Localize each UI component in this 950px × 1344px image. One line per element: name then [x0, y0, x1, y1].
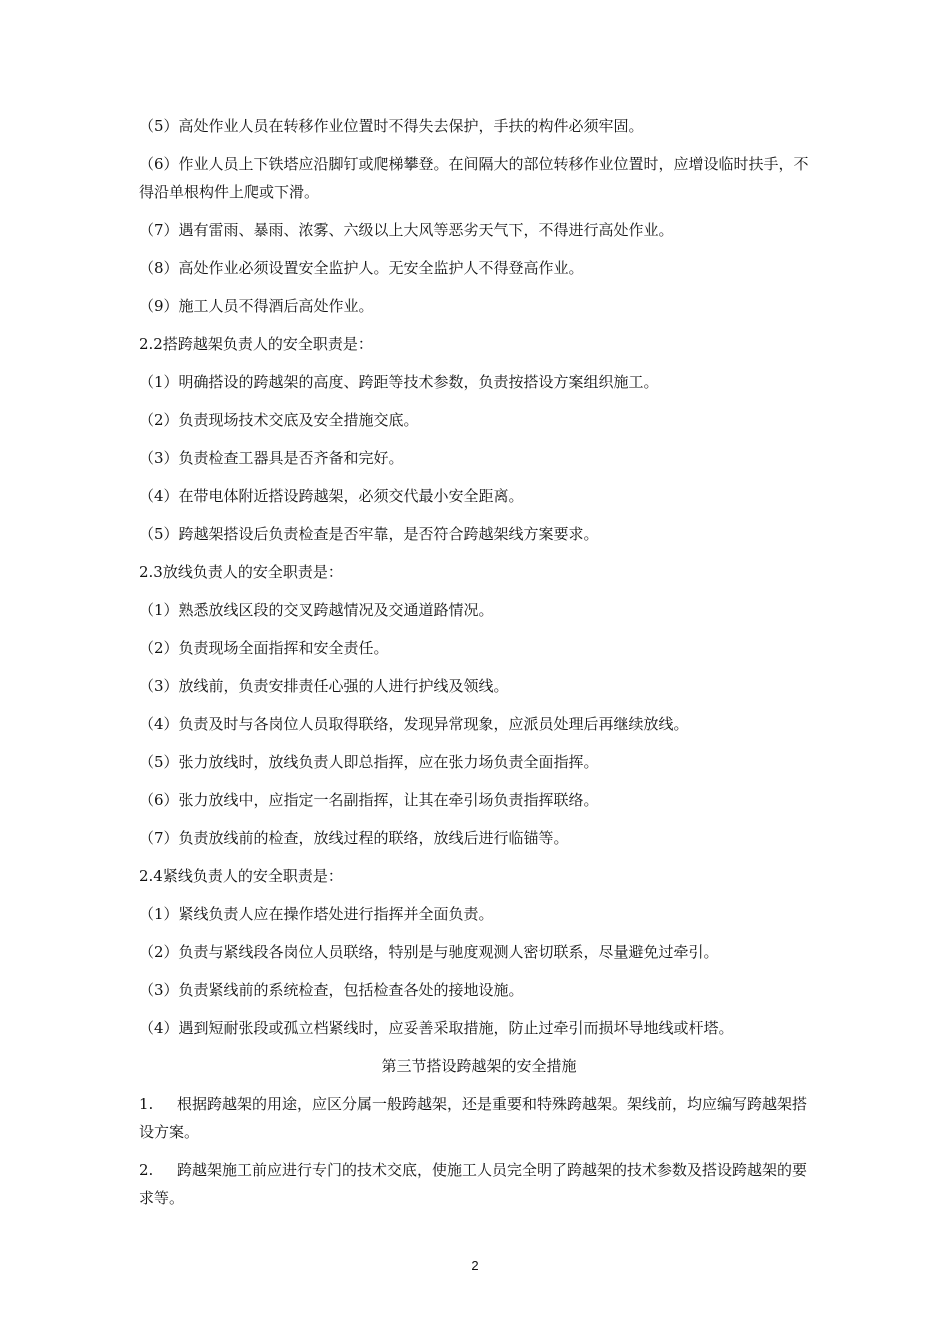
paragraph: （1）紧线负责人应在操作塔处进行指挥并全面负责。	[139, 905, 494, 923]
paragraph: （4）负责及时与各岗位人员取得联络，发现异常现象，应派员处理后再继续放线。	[139, 715, 689, 733]
paragraph: （4）遇到短耐张段或孤立档紧线时，应妥善采取措施，防止过牵引而损坏导地线或杆塔。	[139, 1019, 734, 1037]
paragraph: （2）负责现场技术交底及安全措施交底。	[139, 411, 419, 429]
item-number: 1.	[139, 1095, 154, 1113]
subsection-heading: 2.4紧线负责人的安全职责是：	[139, 867, 343, 885]
paragraph: （2）负责现场全面指挥和安全责任。	[139, 639, 389, 657]
numbered-item	[139, 1156, 819, 1212]
paragraph: （6）作业人员上下铁塔应沿脚钉或爬梯攀登。在间隔大的部位转移作业位置时，应增设临时扶手，不得沿单根构件上爬或下滑。	[139, 155, 809, 201]
section-title: 第三节搭设跨越架的安全措施	[381, 1057, 577, 1075]
paragraph: （1）熟悉放线区段的交叉跨越情况及交通道路情况。	[139, 601, 494, 619]
item-text: 跨越架施工前应进行专门的技术交底，使施工人员完全明了跨越架的技术参数及搭设跨越架的要求等。	[139, 1161, 808, 1207]
paragraph: （5）跨越架搭设后负责检查是否牢靠，是否符合跨越架线方案要求。	[139, 525, 599, 543]
page-number: 2	[471, 1258, 479, 1273]
subsection-heading: 2.2搭跨越架负责人的安全职责是：	[139, 335, 373, 353]
subsection-heading: 2.3放线负责人的安全职责是：	[139, 563, 343, 581]
paragraph: （8）高处作业必须设置安全监护人。无安全监护人不得登高作业。	[139, 259, 584, 277]
paragraph: （2）负责与紧线段各岗位人员联络，特别是与驰度观测人密切联系，尽量避免过牵引。	[139, 943, 719, 961]
item-number: 2.	[139, 1161, 154, 1179]
paragraph: （6）张力放线中，应指定一名副指挥，让其在牵引场负责指挥联络。	[139, 791, 599, 809]
paragraph: （3）放线前，负责安排责任心强的人进行护线及领线。	[139, 677, 509, 695]
paragraph: （3）负责紧线前的系统检查，包括检查各处的接地设施。	[139, 981, 524, 999]
paragraph: （4）在带电体附近搭设跨越架，必须交代最小安全距离。	[139, 487, 524, 505]
paragraph: （7）遇有雷雨、暴雨、浓雾、六级以上大风等恶劣天气下，不得进行高处作业。	[139, 221, 674, 239]
document-body	[139, 112, 819, 1222]
paragraph: （5）高处作业人员在转移作业位置时不得失去保护，手扶的构件必须牢固。	[139, 117, 644, 135]
numbered-item	[139, 1090, 819, 1146]
paragraph: （5）张力放线时，放线负责人即总指挥，应在张力场负责全面指挥。	[139, 753, 599, 771]
paragraph: （3）负责检查工器具是否齐备和完好。	[139, 449, 404, 467]
paragraph: （1）明确搭设的跨越架的高度、跨距等技术参数，负责按搭设方案组织施工。	[139, 373, 659, 391]
paragraph: （7）负责放线前的检查，放线过程的联络，放线后进行临锚等。	[139, 829, 569, 847]
item-text: 根据跨越架的用途，应区分属一般跨越架，还是重要和特殊跨越架。架线前，均应编写跨越架搭设方案。	[139, 1095, 808, 1141]
paragraph: （9）施工人员不得酒后高处作业。	[139, 297, 374, 315]
